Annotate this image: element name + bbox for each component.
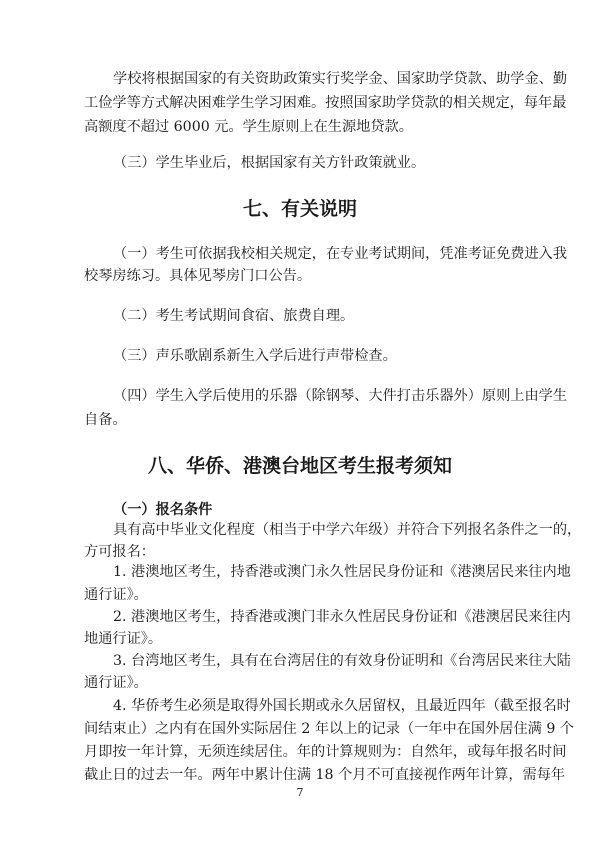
s8-condition-2-line-2: 地通行证》。 [84,631,163,647]
s8-condition-1-line-2: 通行证》。 [84,587,148,603]
s7-item-3: （三）声乐歌剧系新生入学后进行声带检查。 [113,348,397,364]
s7-item-4-line-2: 自备。 [84,412,127,428]
s8-condition-1-line-1: 1. 港澳地区考生，持香港或澳门永久性居民身份证和《港澳居民来往内地 [113,564,571,580]
s8-intro-line-1: 具有高中毕业文化程度（相当于中学六年级）并符合下列报名条件之一的， [113,522,582,538]
section-8-title: 八、华侨、港澳台地区考生报考须知 [147,455,452,477]
s6-paragraph-1-line-1: 学校将根据国家的有关资助政策实行奖学金、国家助学贷款、助学金、勤 [113,71,568,87]
s6-paragraph-1-line-2: 工俭学等方式解决困难学生学习困难。按照国家助学贷款的相关规定，每年最 [84,95,567,111]
section-7-title: 七、有关说明 [242,198,357,220]
s8-condition-4-line-1: 4. 华侨考生必须是取得外国长期或永久居留权，且最近四年（截至报名时 [113,698,571,714]
s8-condition-4-line-4: 截止日的过去一年。两年中累计住满 18 个月不可直接视作两年计算，需每年 [84,767,566,783]
s8-subheading-registration: （一）报名条件 [113,502,213,518]
s7-item-1-line-1: （一）考生可依据我校相关规定，在专业考试期间，凭准考证免费进入我 [113,246,568,262]
s8-intro-line-2: 方可报名： [84,544,155,560]
s6-paragraph-1-line-3: 高额度不超过 6000 元。学生原则上在生源地贷款。 [84,119,413,135]
s8-condition-4-line-3: 月即按一年计算，无须连续居住。年的计算规则为：自然年，或每年报名时间 [84,744,567,760]
page-number: 7 [296,786,304,799]
s8-condition-2-line-1: 2. 港澳地区考生，持香港或澳门非永久性居民身份证和《港澳居民来往内 [113,609,571,625]
s8-condition-4-line-2: 间结束止）之内有在国外实际居住 2 年以上的记录（一年中在国外居住满 9 个 [84,721,575,737]
s7-item-4-line-1: （四）学生入学后使用的乐器（除钢琴、大件打击乐器外）原则上由学生 [113,388,568,404]
s8-condition-3-line-2: 通行证》。 [84,675,148,691]
s7-item-2: （二）考生考试期间食宿、旅费自理。 [113,308,355,324]
s7-item-1-line-2: 校琴房练习。具体见琴房门口公告。 [84,268,312,284]
s6-paragraph-2: （三）学生毕业后，根据国家有关方针政策就业。 [113,155,426,171]
s8-condition-3-line-1: 3. 台湾地区考生，具有在台湾居住的有效身份证明和《台湾居民来往大陆 [113,653,571,669]
